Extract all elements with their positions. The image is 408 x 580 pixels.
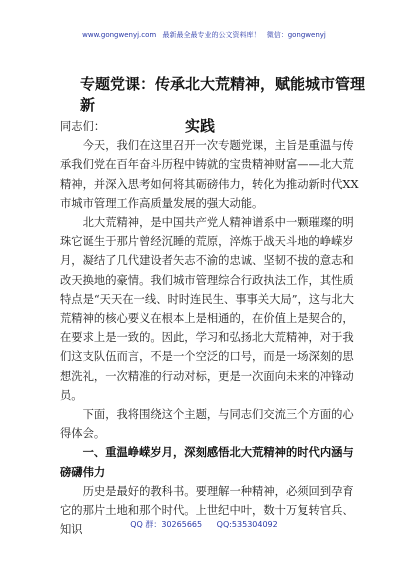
footer-qq-group: QQ 群：30265665 <box>130 520 203 529</box>
paragraph-intro: 今天，我们在这里召开一次专题党课，主旨是重温与传承我们党在百年奋斗历程中铸就的宝贵精神财富——北大荒精神，并深入思考如何将其砺磅伟力，转化为推动新时代XX市城市管理工作高质量发展的强大动能。 <box>60 139 359 210</box>
header-slogan: 最新最全最专业的公文资料库！ <box>162 31 261 39</box>
section-heading-1: 一、重温峥嵘岁月，深刻感悟北大荒精神的时代内涵与磅礴伟力 <box>60 446 354 479</box>
paragraph-outline: 下面，我将围绕这个主题，与同志们交流三个方面的心得体会。 <box>60 408 354 441</box>
header-wechat: 微信：gongwenyj <box>266 31 326 39</box>
page-header <box>0 30 408 40</box>
section-1-paragraph: 历史是最好的教科书。要理解一种精神，必须回到孕育它的那片土地和那个时代。上世纪中叶，数十万复转官兵、知识 <box>60 484 354 537</box>
header-site-link[interactable]: www.gongwenyj.com <box>82 31 157 39</box>
document-body <box>60 117 360 539</box>
page-footer <box>0 519 408 530</box>
title-line-2: 实践 <box>184 117 215 135</box>
footer-qq: QQ:535304092 <box>216 520 278 529</box>
title-line-1: 专题党课：传承北大荒精神，赋能城市管理新 <box>80 75 366 114</box>
salutation: 同志们： <box>60 120 106 133</box>
paragraph-spirit: 北大荒精神，是中国共产党人精神谱系中一颗璀璨的明珠它诞生于那片曾经沉睡的荒原，淬炼于战天斗地的峥嵘岁月，凝结了几代建设者矢志不渝的忠诚、坚韧不拔的意志和改天换地的豪情。我们城市管理综合行政执法工作，其性质特点是“天天在一线、时时连民生、事事关大局”，这与北大荒精神的核心要义在根本上是相通的，在价值上是契合的，在要求上是一致的。因此，学习和弘扬北大荒精神，对于我们这支队伍而言，不是一个空泛的口号，而是一场深刻的思想洗礼，一次精准的行动对标，更是一次面向未来的冲锋动员。 <box>60 216 354 402</box>
